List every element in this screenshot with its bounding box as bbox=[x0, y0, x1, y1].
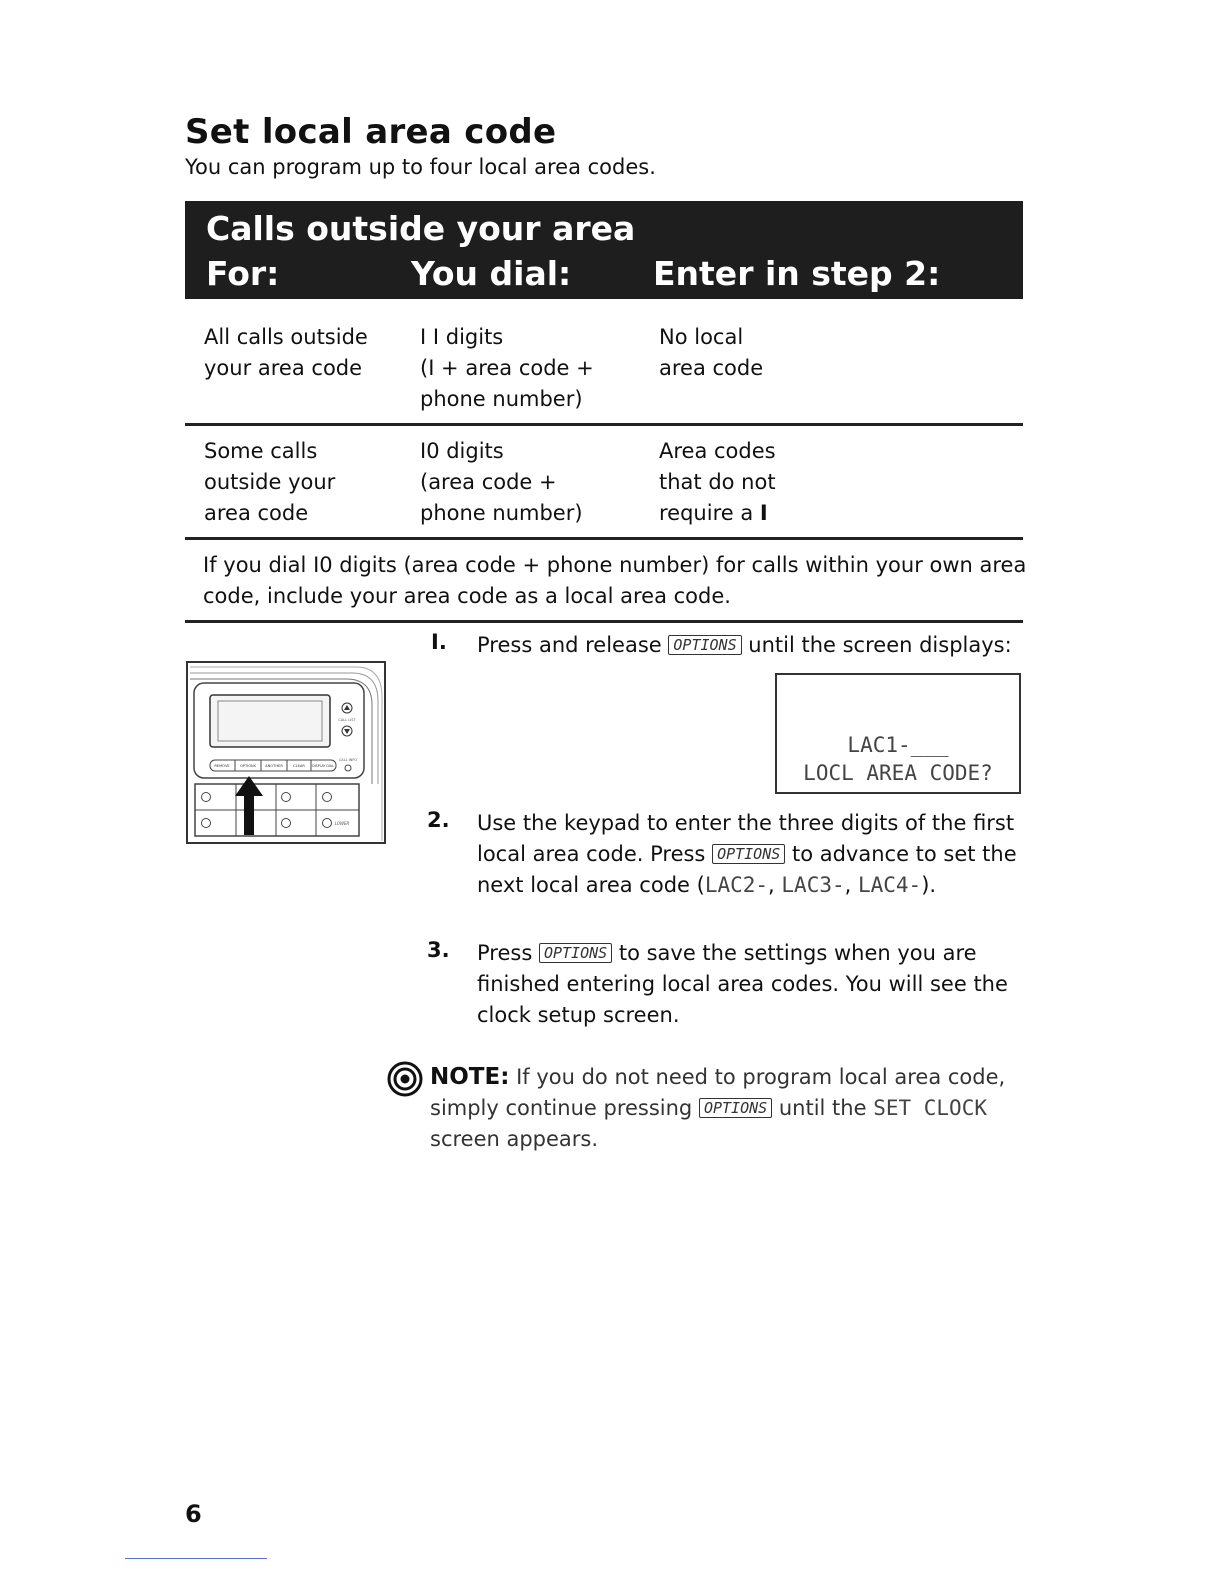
note-label: NOTE: bbox=[430, 1064, 510, 1090]
header-for: For: bbox=[206, 254, 280, 293]
row-1-dial: I I digits (I + area code + phone number) bbox=[420, 325, 594, 411]
page-subtitle: You can program up to four local area codes. bbox=[185, 155, 656, 179]
header-you-dial: You dial: bbox=[411, 254, 572, 293]
svg-text:CALL LIST: CALL LIST bbox=[338, 718, 356, 722]
step-3-text: Press OPTIONS to save the settings when you are finished entering local area codes. You will see the clock setup screen. bbox=[477, 941, 1008, 1027]
options-key: OPTIONS bbox=[668, 635, 741, 655]
table-bottom-rule bbox=[185, 620, 1023, 623]
options-key: OPTIONS bbox=[699, 1098, 772, 1118]
row-2-dial: I0 digits (area code + phone number) bbox=[420, 439, 583, 525]
row-1-enter: No local area code bbox=[659, 325, 764, 380]
step-2-text: Use the keypad to enter the three digits of the first local area code. Press OPTIONS to advance to set the next local area code (LAC2-, LAC3-, LAC4-). bbox=[477, 811, 1017, 897]
page-title: Set local area code bbox=[185, 112, 557, 152]
device-options-button: OPTIONS bbox=[239, 764, 257, 768]
device-another-button: ANOTHER bbox=[265, 764, 283, 768]
screen-line-2: LOCL AREA CODE? bbox=[803, 761, 993, 785]
device-remove-button: REMOVE bbox=[214, 764, 230, 768]
row-1-for: All calls outside your area code bbox=[204, 325, 368, 380]
svg-text:CALL INFO: CALL INFO bbox=[338, 758, 358, 762]
note-text: NOTE: If you do not need to program local area code, simply continue pressing OPTIONS until the SET CLOCK screen appears. bbox=[430, 1064, 1006, 1151]
row-divider bbox=[185, 423, 1023, 426]
phone-device-illustration bbox=[186, 661, 386, 844]
target-note-icon bbox=[387, 1061, 423, 1097]
page-number: 6 bbox=[185, 1500, 202, 1528]
banner-title: Calls outside your area bbox=[206, 209, 636, 248]
footer-line bbox=[125, 1558, 267, 1559]
step-1-text: Press and release OPTIONS until the screen displays: bbox=[477, 633, 1012, 657]
options-key: OPTIONS bbox=[539, 943, 612, 963]
table-banner bbox=[185, 201, 1023, 299]
display-screen bbox=[775, 673, 1021, 794]
table-footnote: If you dial I0 digits (area code + phone number) for calls within your own area code, include your area code as a local area code. bbox=[203, 553, 1027, 608]
step-2-number: 2. bbox=[427, 808, 450, 832]
header-enter-step-2: Enter in step 2: bbox=[653, 254, 941, 293]
options-key: OPTIONS bbox=[712, 844, 785, 864]
row-2-enter: Area codes that do not require a I bbox=[659, 439, 776, 525]
device-display-dial-button: DISPLAY DIAL bbox=[312, 764, 334, 768]
svg-text:LOWER: LOWER bbox=[334, 821, 350, 826]
step-1-number: I. bbox=[431, 630, 447, 654]
device-clear-button: CLEAR bbox=[293, 764, 305, 768]
step-3-number: 3. bbox=[427, 938, 450, 962]
row-2-for: Some calls outside your area code bbox=[204, 439, 336, 525]
screen-line-1: LAC1-___ bbox=[847, 733, 949, 757]
row-divider bbox=[185, 537, 1023, 540]
device-lcd-screen bbox=[210, 695, 330, 747]
